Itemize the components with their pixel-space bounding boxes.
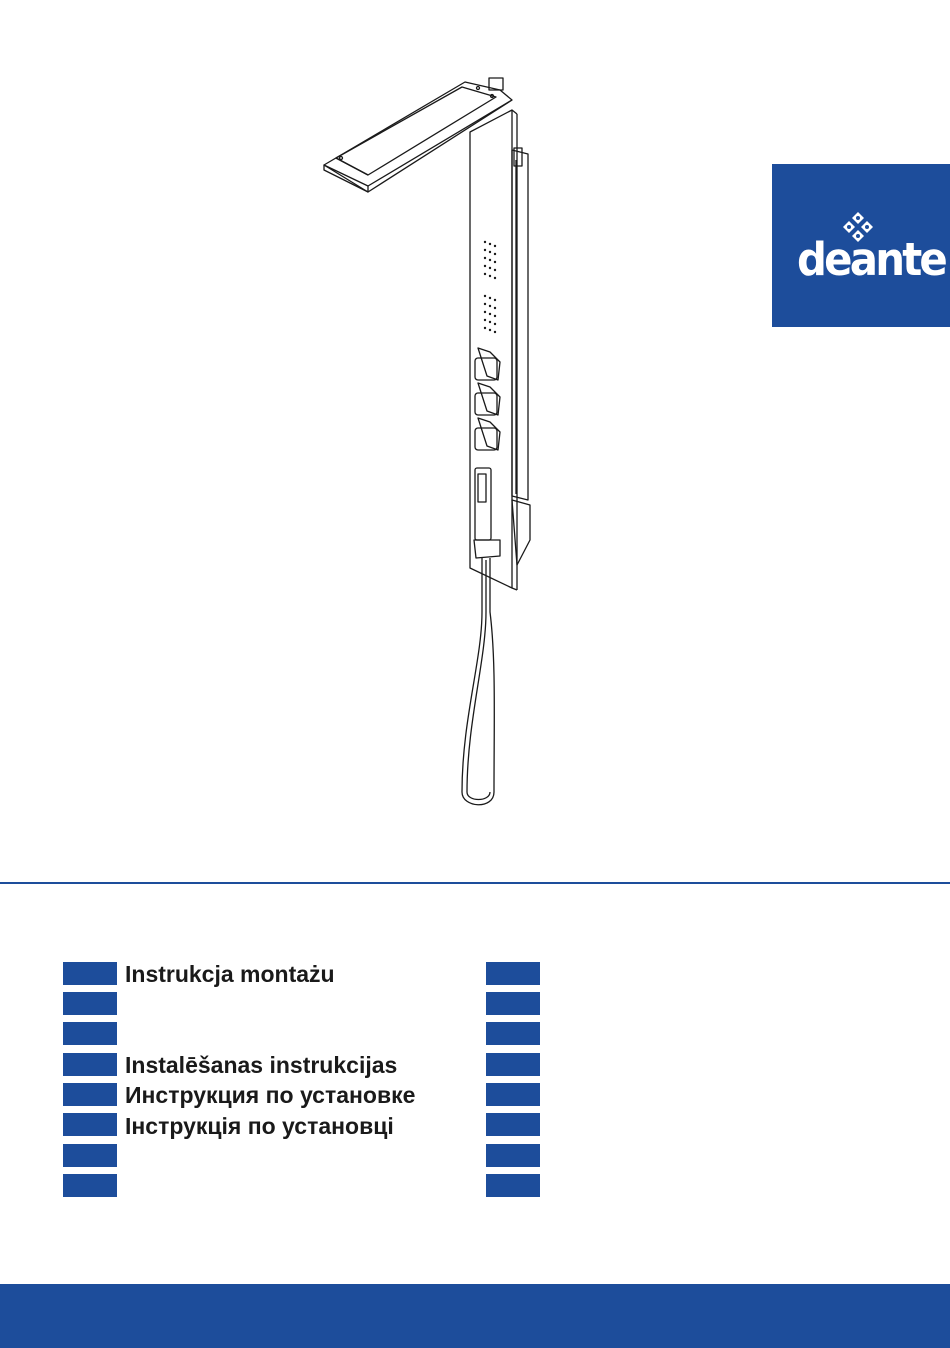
language-box [63, 1113, 117, 1136]
language-box [63, 1174, 117, 1197]
language-box [63, 1083, 117, 1106]
brand-name: deante [797, 233, 946, 286]
language-box [63, 1144, 117, 1167]
language-box [486, 992, 540, 1015]
language-box [486, 1144, 540, 1167]
language-box [63, 1053, 117, 1076]
language-box [486, 1053, 540, 1076]
language-box [486, 1083, 540, 1106]
language-box [63, 1022, 117, 1045]
instruction-label: Instrukcja montażu [125, 961, 335, 987]
divider-line [0, 882, 950, 884]
footer-bar [0, 1284, 950, 1348]
instruction-label: Instalēšanas instrukcijas [125, 1052, 398, 1078]
language-box [63, 992, 117, 1015]
language-box [486, 1174, 540, 1197]
language-box [486, 962, 540, 985]
language-box [486, 1113, 540, 1136]
instruction-label: Інструкція по установці [125, 1113, 394, 1139]
shower-panel-illustration [300, 60, 560, 820]
language-box [63, 962, 117, 985]
language-box [486, 1022, 540, 1045]
instruction-label: Инструкция по установке [125, 1082, 416, 1108]
